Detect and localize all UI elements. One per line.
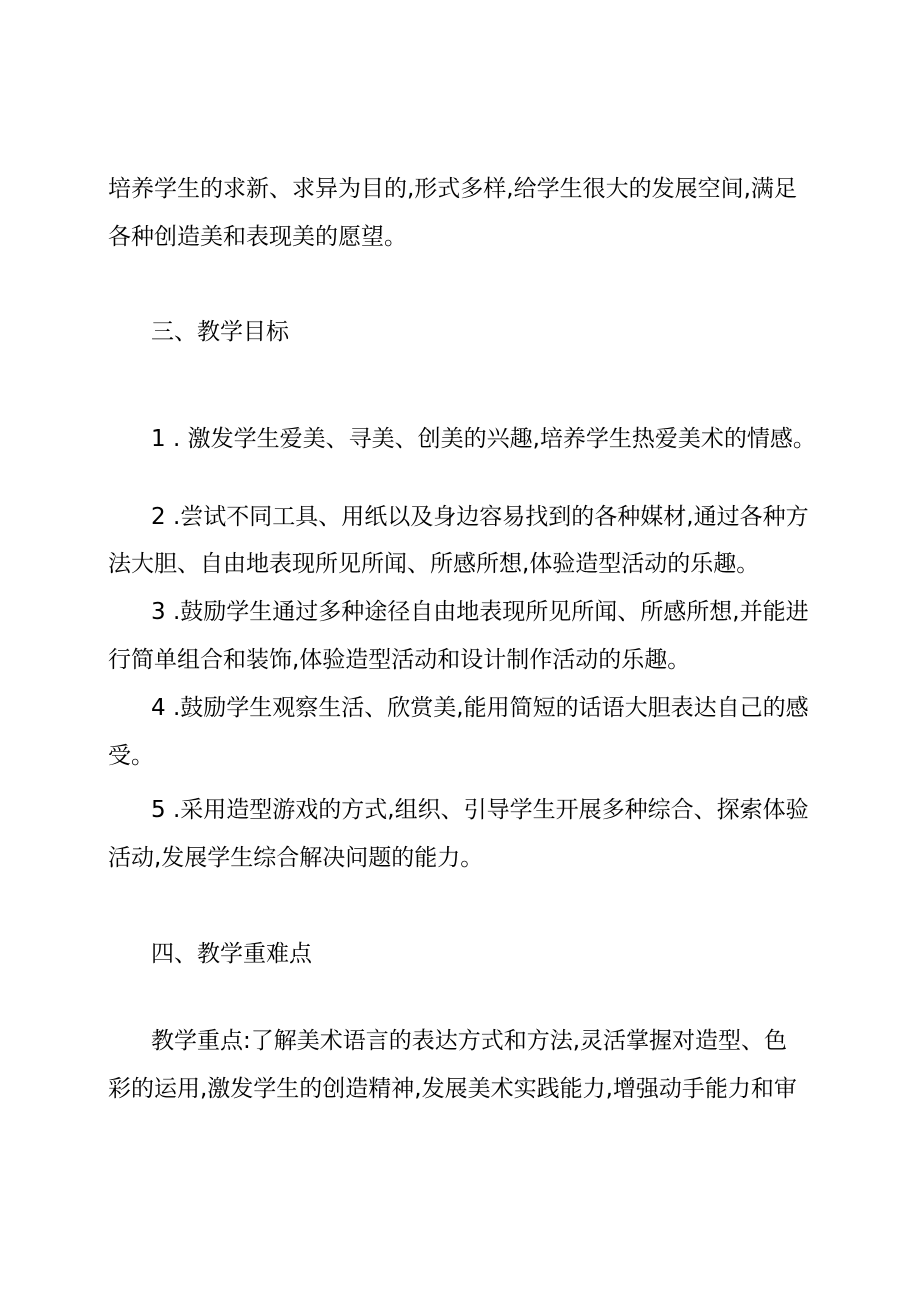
goal-item-4-line-1: 4 .鼓励学生观察生活、欣赏美,能用简短的话语大胆表达自己的感 <box>151 695 809 721</box>
section-heading-key-points: 四、教学重难点 <box>151 941 312 967</box>
goal-item-2-line-2: 法大胆、自由地表现所见所闻、所感所想,体验造型活动的乐趣。 <box>108 551 760 577</box>
intro-line-1: 培养学生的求新、求异为目的,形式多样,给学生很大的发展空间,满足 <box>108 176 797 202</box>
goal-item-1: 1 . 激发学生爱美、寻美、创美的兴趣,培养学生热爱美术的情感。 <box>151 426 816 452</box>
goal-item-2-line-1: 2 .尝试不同工具、用纸以及身边容易找到的各种媒材,通过各种方 <box>151 504 809 530</box>
goal-item-5-line-2: 活动,发展学生综合解决问题的能力。 <box>108 845 484 871</box>
goal-item-4-line-2: 受。 <box>108 743 154 769</box>
section-heading-teaching-goals: 三、教学目标 <box>151 319 289 345</box>
key-point-line-2: 彩的运用,激发学生的创造精神,发展美术实践能力,增强动手能力和审 <box>108 1076 797 1102</box>
intro-line-2: 各种创造美和表现美的愿望。 <box>108 224 407 250</box>
key-point-line-1: 教学重点:了解美术语言的表达方式和方法,灵活掌握对造型、色 <box>151 1028 788 1054</box>
goal-item-3-line-2: 行简单组合和装饰,体验造型活动和设计制作活动的乐趣。 <box>108 647 691 673</box>
goal-item-3-line-1: 3 .鼓励学生通过多种途径自由地表现所见所闻、所感所想,并能进 <box>151 599 809 625</box>
goal-item-5-line-1: 5 .采用造型游戏的方式,组织、引导学生开展多种综合、探索体验 <box>151 797 809 823</box>
